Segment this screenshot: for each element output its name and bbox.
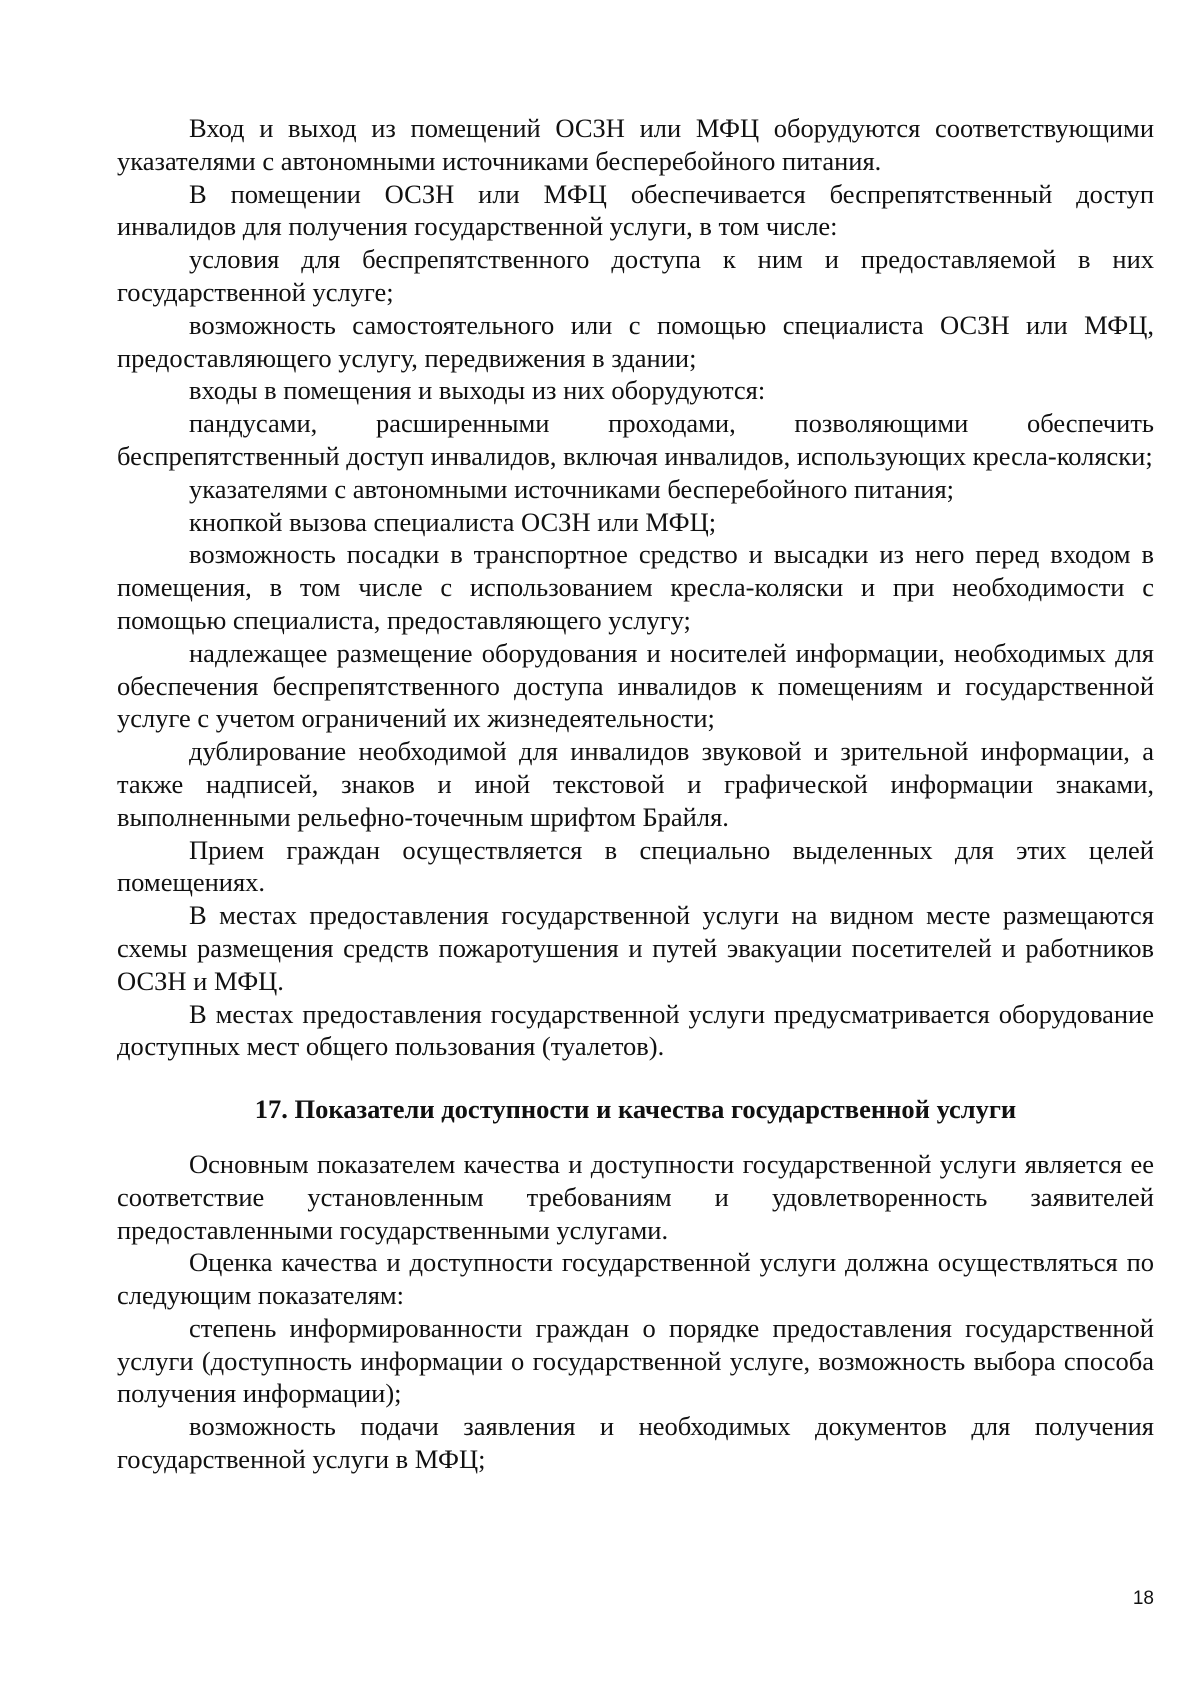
- document-page: [117, 112, 1154, 1476]
- paragraph: Оценка качества и доступности государственной услуги должна осуществляться по следующим показателям:: [117, 1247, 1154, 1311]
- paragraph: возможность подачи заявления и необходимых документов для получения государственной услуги в МФЦ;: [117, 1411, 1154, 1475]
- paragraph: входы в помещения и выходы из них оборудуются:: [189, 375, 766, 406]
- paragraph: В местах предоставления государственной услуги на видном месте размещаются схемы размещения средств пожаротушения и путей эвакуации посетителей и работников ОСЗН и МФЦ.: [117, 900, 1154, 996]
- paragraph: пандусами, расширенными проходами, позволяющими обеспечить беспрепятственный доступ инвалидов, включая инвалидов, использующих кресла-коляски;: [117, 408, 1154, 471]
- paragraph: возможность посадки в транспортное средство и высадки из него перед входом в помещения, в том числе с использованием кресла-коляски и при необходимости с помощью специалиста, предоставляющего услугу;: [117, 539, 1154, 635]
- paragraph: кнопкой вызова специалиста ОСЗН или МФЦ;: [189, 506, 717, 537]
- paragraph: В помещении ОСЗН или МФЦ обеспечивается беспрепятственный доступ инвалидов для получения государственной услуги, в том числе:: [117, 178, 1154, 242]
- page-number: 18: [1132, 1588, 1154, 1609]
- paragraph: В местах предоставления государственной услуги предусматривается оборудование доступных мест общего пользования (туалетов).: [117, 998, 1154, 1062]
- paragraph: Прием граждан осуществляется в специально выделенных для этих целей помещениях.: [117, 834, 1154, 898]
- paragraph: указателями с автономными источниками бесперебойного питания;: [189, 473, 954, 504]
- paragraph: условия для беспрепятственного доступа к ним и предоставляемой в них государственной услуге;: [117, 244, 1154, 307]
- section-heading: 17. Показатели доступности и качества государственной услуги: [254, 1094, 1017, 1125]
- paragraph: Основным показателем качества и доступности государственной услуги является ее соответствие установленным требованиям и удовлетворенность заявителей предоставленными государственными услугами.: [117, 1148, 1154, 1245]
- paragraph: степень информированности граждан о порядке предоставления государственной услуги (доступность информации о государственной услуге, возможность выбора способа получения информации);: [117, 1312, 1154, 1409]
- paragraph: надлежащее размещение оборудования и носителей информации, необходимых для обеспечения беспрепятственного доступа инвалидов к помещениям и государственной услуге с учетом ограничений их жизнедеятельности;: [117, 637, 1154, 734]
- paragraph: возможность самостоятельного или с помощью специалиста ОСЗН или МФЦ, предоставляющего услугу, передвижения в здании;: [117, 309, 1154, 373]
- paragraph: Вход и выход из помещений ОСЗН или МФЦ оборудуются соответствующими указателями с автономными источниками бесперебойного питания.: [117, 113, 1154, 176]
- paragraph: дублирование необходимой для инвалидов звуковой и зрительной информации, а также надписей, знаков и иной текстовой и графической информации знаками, выполненными рельефно-точечным шрифтом Брайля.: [117, 736, 1154, 832]
